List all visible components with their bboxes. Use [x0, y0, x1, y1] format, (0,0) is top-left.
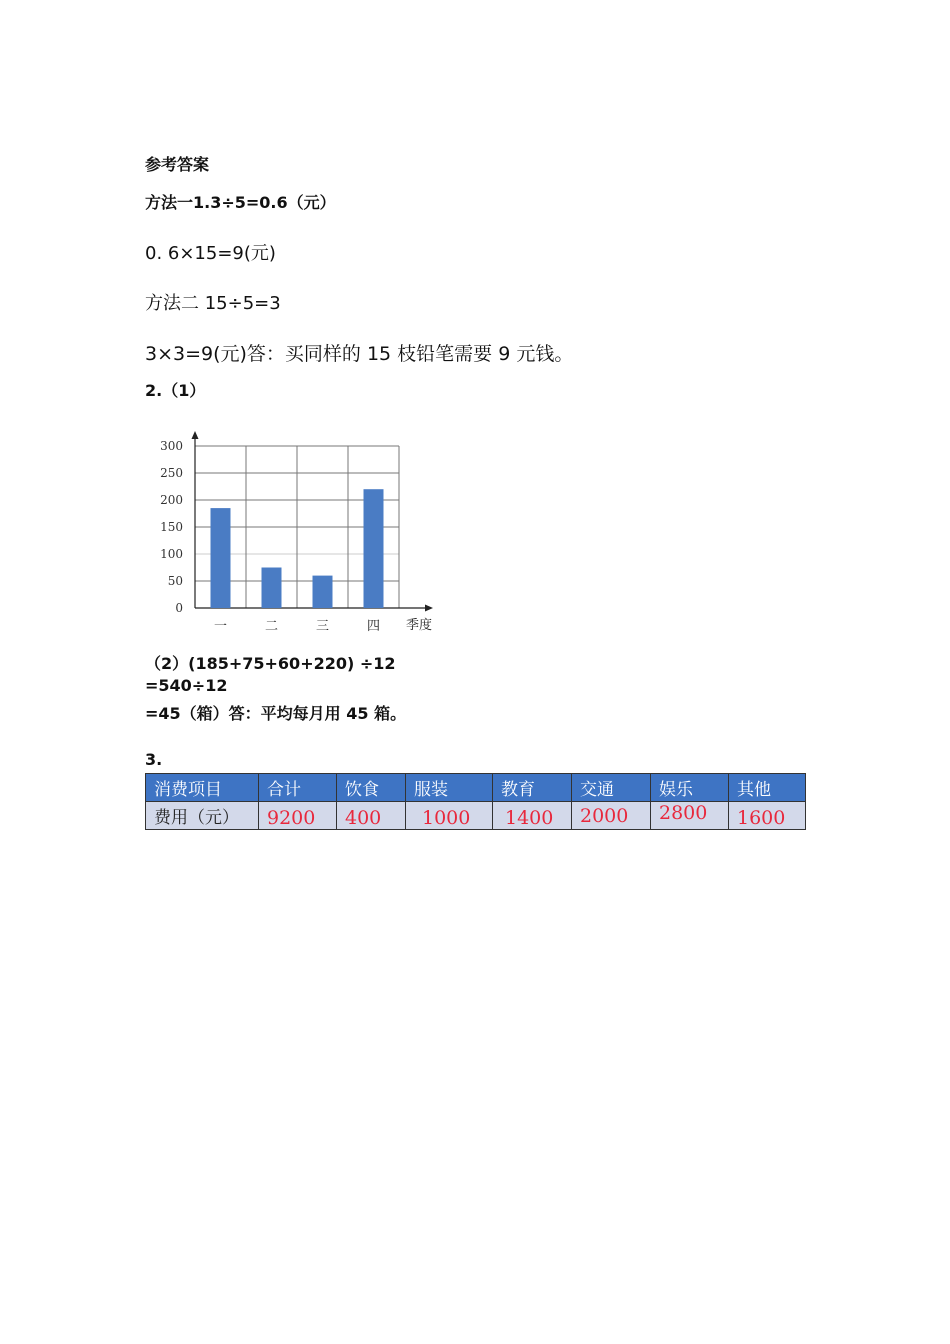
y-tick-label: 50	[167, 574, 183, 588]
header-cell: 其他	[729, 774, 806, 802]
x-tick-label: 二	[264, 619, 279, 634]
bar	[211, 508, 231, 608]
expense-table	[145, 773, 806, 830]
header-cell: 服装	[406, 774, 493, 802]
q2-calc-line3: =45（箱）答：平均每月用 45 箱。	[145, 704, 407, 723]
table-header-row	[146, 774, 806, 802]
method2-line1: 方法二 15÷5=3	[145, 293, 281, 314]
y-tick-label: 300	[160, 439, 183, 453]
header-cell: 教育	[493, 774, 572, 802]
expense-table-wrap	[145, 773, 806, 830]
x-axis-label: 季度	[405, 618, 433, 633]
method2-line2: 3×3=9(元)答：买同样的 15 枝铅笔需要 9 元钱。	[145, 343, 574, 365]
answer-title: 参考答案	[145, 155, 210, 174]
value-cell: 1400	[493, 802, 572, 830]
x-tick-label: 三	[315, 619, 330, 634]
quarter-bar-chart	[145, 430, 445, 640]
x-axis-arrow	[425, 605, 433, 612]
value-cell: 2800	[651, 802, 729, 830]
bar	[262, 568, 282, 609]
bar	[364, 489, 384, 608]
y-axis-arrow	[192, 431, 199, 439]
value-cell: 2000	[572, 802, 651, 830]
y-tick-label: 200	[160, 493, 183, 507]
header-cell: 饮食	[337, 774, 406, 802]
header-cell: 娱乐	[651, 774, 729, 802]
value-cell: 1000	[406, 802, 493, 830]
y-tick-label: 250	[160, 466, 183, 480]
table-row	[146, 802, 806, 830]
x-tick-label: 四	[366, 619, 381, 634]
q2-calc-line1: （2）(185+75+60+220) ÷12	[145, 654, 396, 673]
value-cell: 9200	[259, 802, 337, 830]
header-cell: 交通	[572, 774, 651, 802]
q2-label: 2.（1）	[145, 381, 206, 400]
header-cell: 合计	[259, 774, 337, 802]
method1-line1: 方法一1.3÷5=0.6（元）	[145, 193, 336, 212]
x-tick-label: 一	[213, 619, 228, 634]
value-cell: 1600	[729, 802, 806, 830]
value-cell: 400	[337, 802, 406, 830]
bar	[313, 576, 333, 608]
y-tick-label: 150	[160, 520, 183, 534]
y-tick-label: 100	[160, 547, 183, 561]
q3-label: 3.	[145, 750, 163, 769]
q2-calc-line2: =540÷12	[145, 676, 228, 695]
row-label-cell: 费用（元）	[146, 802, 259, 830]
method1-line2: 0. 6×15=9(元)	[145, 243, 276, 264]
y-tick-label: 0	[175, 601, 183, 615]
header-cell: 消费项目	[146, 774, 259, 802]
